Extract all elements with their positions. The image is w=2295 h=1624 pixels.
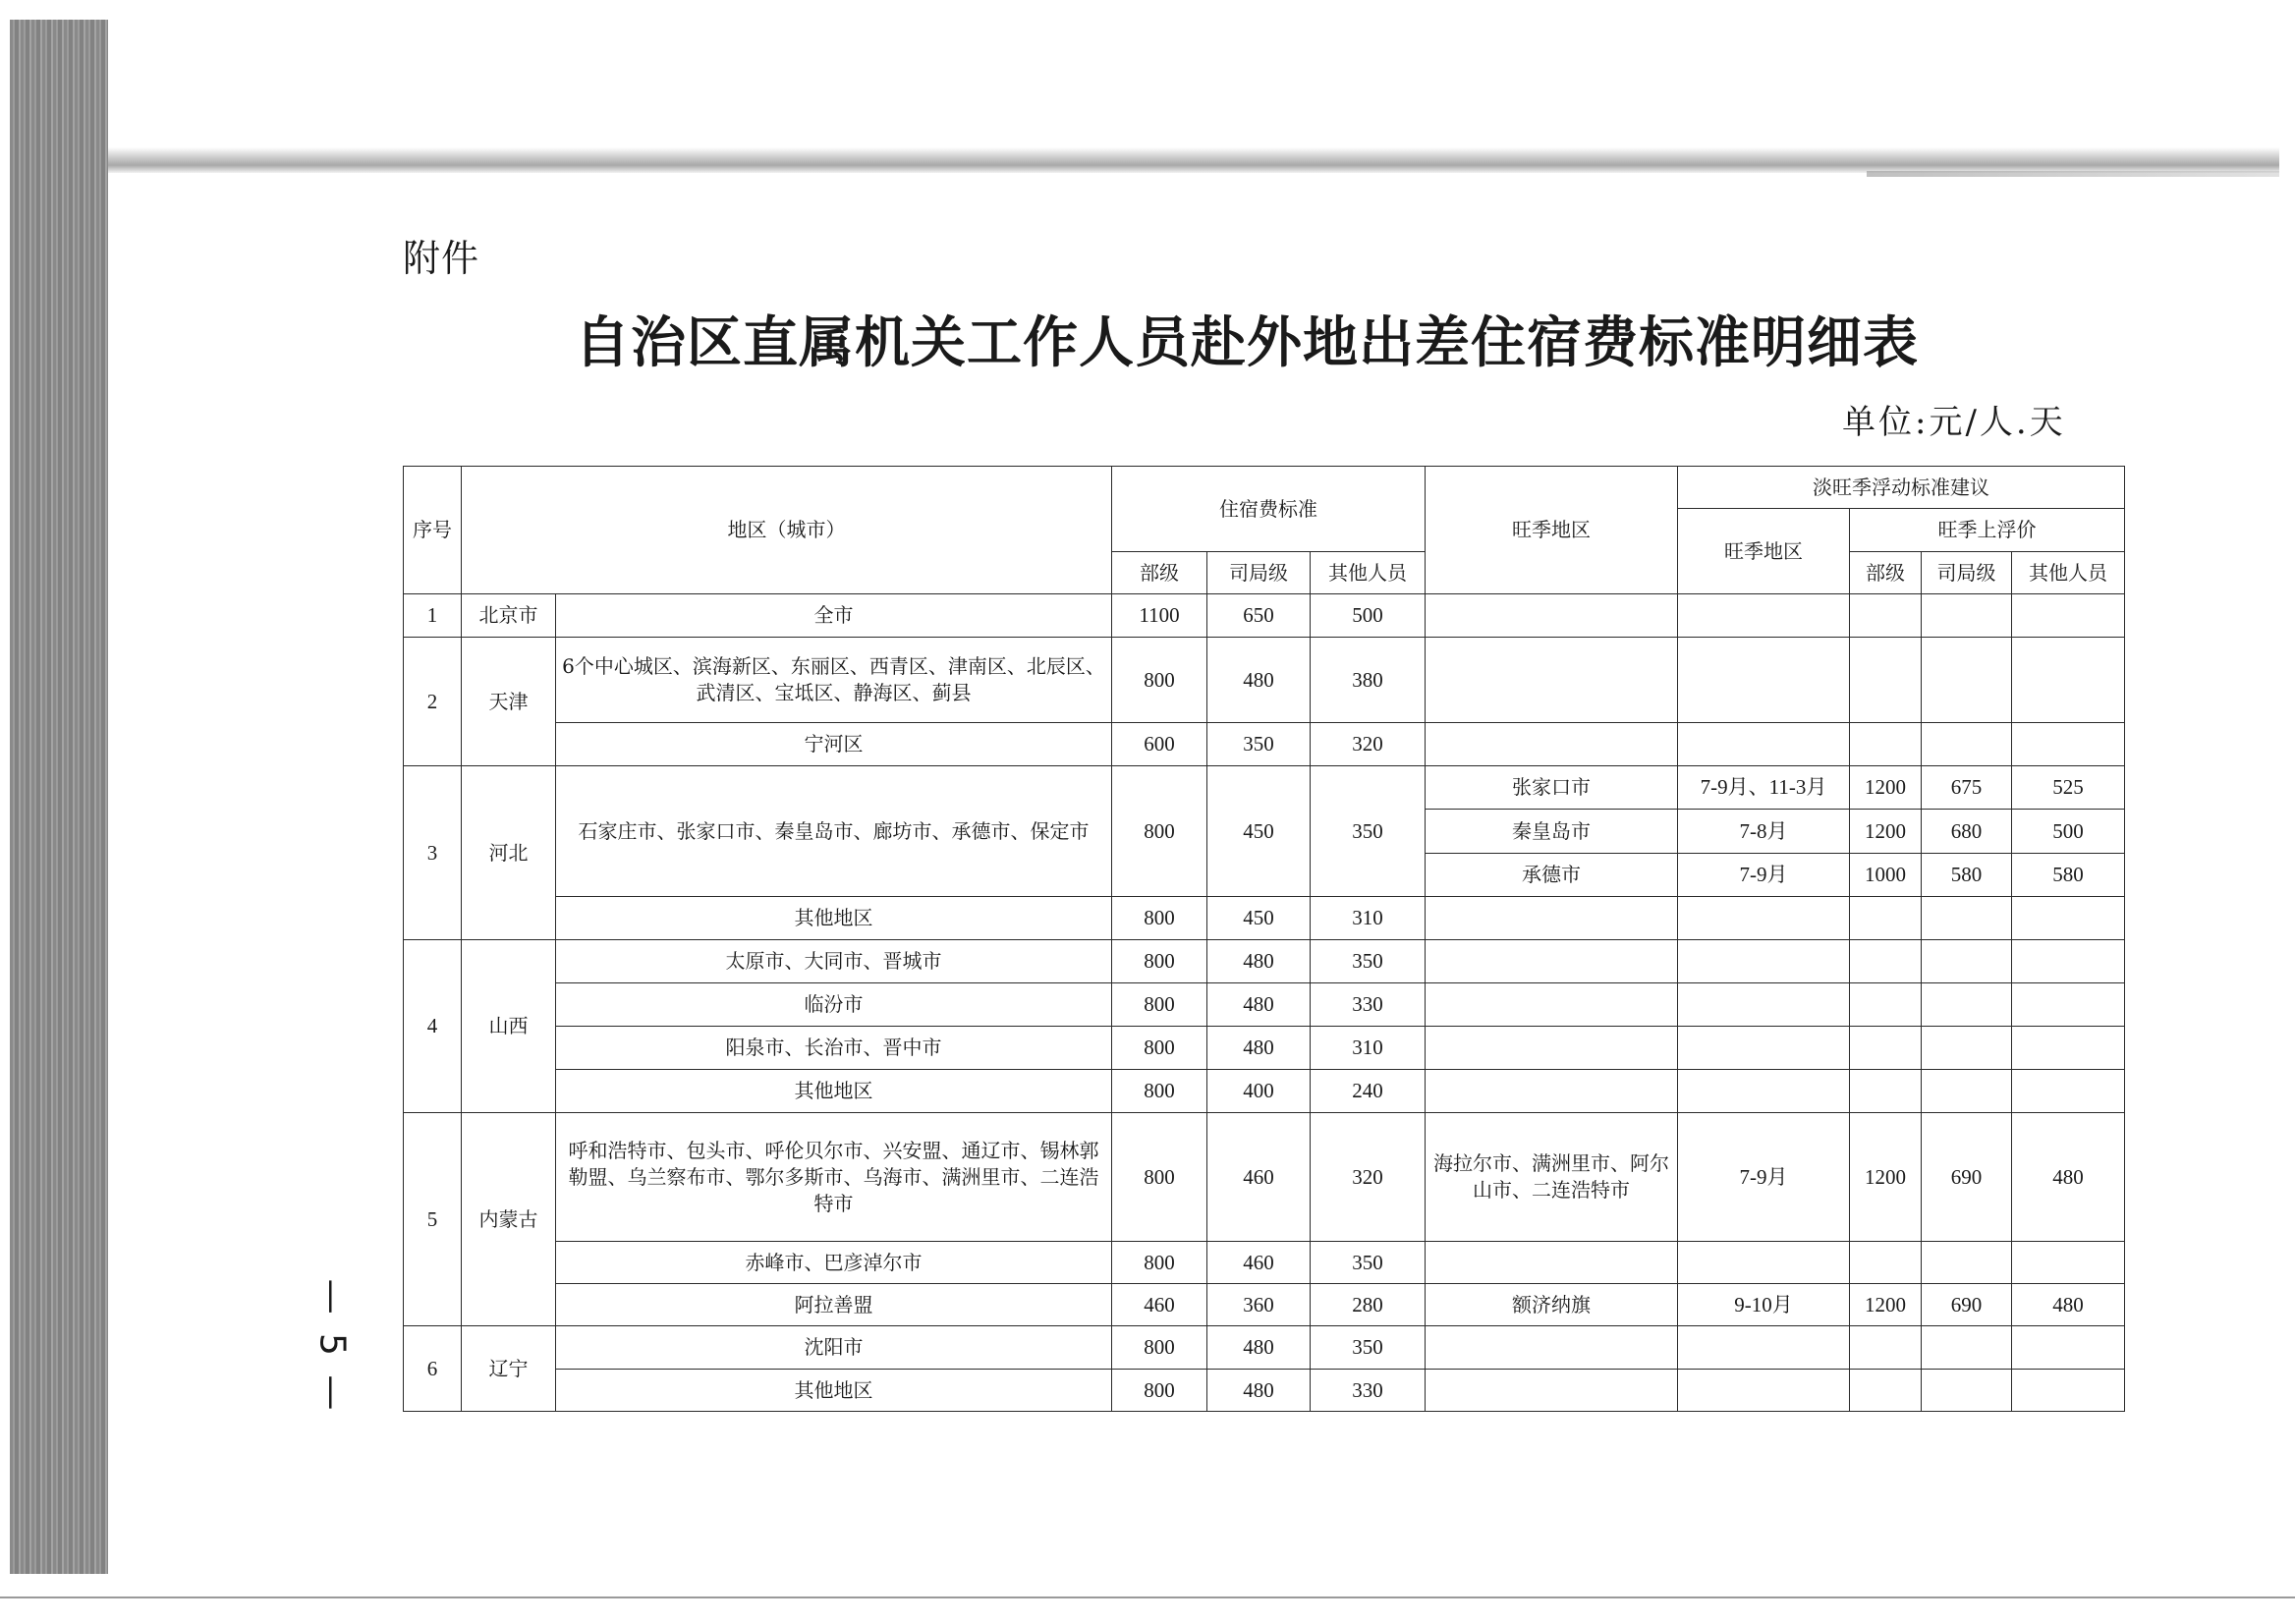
bureau-rate: 350: [1207, 723, 1311, 766]
peak-bureau-cell: [1922, 983, 2012, 1027]
peak-period-cell: [1678, 1370, 1850, 1412]
peak-other-cell: [2012, 638, 2125, 723]
peak-bureau-cell: [1922, 1070, 2012, 1113]
peak-minister-cell: 1000: [1850, 854, 1922, 897]
peak-bureau-cell: [1922, 897, 2012, 940]
peak-bureau-cell: [1922, 1326, 2012, 1370]
peak-region-cell: [1426, 897, 1678, 940]
bureau-rate: 450: [1207, 766, 1311, 897]
seq-cell: 4: [404, 940, 462, 1113]
peak-region-cell: 额济纳旗: [1426, 1284, 1678, 1326]
seq-cell: 6: [404, 1326, 462, 1412]
peak-bureau-cell: [1922, 638, 2012, 723]
peak-region-cell: [1426, 594, 1678, 638]
other-rate: 330: [1311, 1370, 1426, 1412]
seq-cell: 3: [404, 766, 462, 940]
header-float-price-group: 旺季上浮价: [1850, 509, 2125, 552]
peak-bureau-cell: [1922, 940, 2012, 983]
bureau-rate: 650: [1207, 594, 1311, 638]
peak-minister-cell: [1850, 897, 1922, 940]
region-cell: 赤峰市、巴彦淖尔市: [556, 1242, 1112, 1284]
region-cell: 其他地区: [556, 1070, 1112, 1113]
minister-rate: 800: [1112, 897, 1207, 940]
region-cell: 其他地区: [556, 1370, 1112, 1412]
header-region: 地区（城市）: [462, 467, 1112, 594]
region-cell: 全市: [556, 594, 1112, 638]
peak-minister-cell: [1850, 594, 1922, 638]
bureau-rate: 480: [1207, 983, 1311, 1027]
table-row: [404, 723, 2125, 766]
region-cell: 阳泉市、长治市、晋中市: [556, 1027, 1112, 1070]
bureau-rate: 450: [1207, 897, 1311, 940]
peak-period-cell: [1678, 1242, 1850, 1284]
header-standard-bureau: 司局级: [1207, 552, 1311, 594]
peak-minister-cell: [1850, 1070, 1922, 1113]
other-rate: 350: [1311, 940, 1426, 983]
peak-region-cell: 秦皇岛市: [1426, 810, 1678, 854]
peak-bureau-cell: [1922, 594, 2012, 638]
peak-region-cell: [1426, 1370, 1678, 1412]
region-cell: 宁河区: [556, 723, 1112, 766]
peak-period-cell: [1678, 723, 1850, 766]
region-cell: 阿拉善盟: [556, 1284, 1112, 1326]
peak-period-cell: 7-9月: [1678, 1113, 1850, 1242]
peak-other-cell: 525: [2012, 766, 2125, 810]
peak-other-cell: [2012, 940, 2125, 983]
peak-minister-cell: [1850, 638, 1922, 723]
peak-other-cell: [2012, 1370, 2125, 1412]
bureau-rate: 460: [1207, 1113, 1311, 1242]
other-rate: 330: [1311, 983, 1426, 1027]
peak-other-cell: [2012, 723, 2125, 766]
peak-period-cell: [1678, 1326, 1850, 1370]
bureau-rate: 480: [1207, 1326, 1311, 1370]
peak-bureau-cell: 690: [1922, 1113, 2012, 1242]
header-float-other: 其他人员: [2012, 552, 2125, 594]
table-row: [404, 1242, 2125, 1284]
page-number-text: — 5 —: [311, 1278, 353, 1414]
peak-period-cell: 7-9月、11-3月: [1678, 766, 1850, 810]
region-cell: 太原市、大同市、晋城市: [556, 940, 1112, 983]
header-seq: 序号: [404, 467, 462, 594]
peak-minister-cell: 1200: [1850, 810, 1922, 854]
peak-minister-cell: 1200: [1850, 1284, 1922, 1326]
peak-other-cell: [2012, 594, 2125, 638]
peak-other-cell: [2012, 983, 2125, 1027]
seq-cell: 5: [404, 1113, 462, 1326]
peak-bureau-cell: [1922, 1027, 2012, 1070]
region-cell: 石家庄市、张家口市、秦皇岛市、廊坊市、承德市、保定市: [556, 766, 1112, 897]
peak-other-cell: 480: [2012, 1284, 2125, 1326]
table-row: [404, 983, 2125, 1027]
minister-rate: 460: [1112, 1284, 1207, 1326]
table-row: [404, 638, 2125, 723]
peak-region-cell: [1426, 723, 1678, 766]
attachment-label: 附件: [403, 237, 480, 280]
bureau-rate: 360: [1207, 1284, 1311, 1326]
peak-period-cell: 7-9月: [1678, 854, 1850, 897]
peak-period-cell: [1678, 638, 1850, 723]
region-cell: 6个中心城区、滨海新区、东丽区、西青区、津南区、北辰区、武清区、宝坻区、静海区、蓟县: [556, 638, 1112, 723]
peak-bureau-cell: 675: [1922, 766, 2012, 810]
bureau-rate: 460: [1207, 1242, 1311, 1284]
peak-minister-cell: [1850, 1326, 1922, 1370]
peak-period-cell: [1678, 897, 1850, 940]
province-cell: 辽宁: [462, 1326, 556, 1412]
peak-minister-cell: [1850, 723, 1922, 766]
lodging-standard-table: [403, 466, 2125, 1412]
peak-region-cell: 承德市: [1426, 854, 1678, 897]
other-rate: 350: [1311, 766, 1426, 897]
minister-rate: 800: [1112, 1113, 1207, 1242]
peak-bureau-cell: 580: [1922, 854, 2012, 897]
peak-region-cell: [1426, 983, 1678, 1027]
peak-region-cell: [1426, 940, 1678, 983]
peak-region-cell: [1426, 1027, 1678, 1070]
peak-period-cell: [1678, 940, 1850, 983]
region-cell: 沈阳市: [556, 1326, 1112, 1370]
minister-rate: 800: [1112, 1070, 1207, 1113]
bureau-rate: 480: [1207, 1370, 1311, 1412]
province-cell: 内蒙古: [462, 1113, 556, 1326]
peak-other-cell: 580: [2012, 854, 2125, 897]
bureau-rate: 480: [1207, 1027, 1311, 1070]
peak-minister-cell: 1200: [1850, 766, 1922, 810]
minister-rate: 600: [1112, 723, 1207, 766]
peak-region-cell: 张家口市: [1426, 766, 1678, 810]
peak-region-cell: [1426, 1326, 1678, 1370]
table-row: [404, 1370, 2125, 1412]
table-row: [404, 940, 2125, 983]
table-row: [404, 766, 2125, 810]
province-cell: 天津: [462, 638, 556, 766]
minister-rate: 800: [1112, 940, 1207, 983]
other-rate: 320: [1311, 723, 1426, 766]
peak-minister-cell: [1850, 1242, 1922, 1284]
scan-binding-strip: [10, 20, 108, 1574]
minister-rate: 800: [1112, 1370, 1207, 1412]
minister-rate: 800: [1112, 638, 1207, 723]
other-rate: 350: [1311, 1242, 1426, 1284]
peak-minister-cell: [1850, 983, 1922, 1027]
region-cell: 呼和浩特市、包头市、呼伦贝尔市、兴安盟、通辽市、锡林郭勒盟、乌兰察布市、鄂尔多斯市、乌海市、满洲里市、二连浩特市: [556, 1113, 1112, 1242]
peak-period-cell: [1678, 594, 1850, 638]
province-cell: 河北: [462, 766, 556, 940]
header-standard-group: 住宿费标准: [1112, 467, 1426, 552]
table-row: [404, 1070, 2125, 1113]
peak-other-cell: 480: [2012, 1113, 2125, 1242]
header-peak-region: 旺季地区: [1426, 467, 1678, 594]
other-rate: 310: [1311, 897, 1426, 940]
other-rate: 320: [1311, 1113, 1426, 1242]
scan-shadow-band-right: [1867, 171, 2279, 177]
table-row: [404, 1113, 2125, 1242]
header-float-group: 淡旺季浮动标准建议: [1678, 467, 2125, 509]
document-title: 自治区直属机关工作人员赴外地出差住宿费标准明细表: [575, 311, 1919, 375]
table-row: [404, 1027, 2125, 1070]
other-rate: 310: [1311, 1027, 1426, 1070]
minister-rate: 1100: [1112, 594, 1207, 638]
minister-rate: 800: [1112, 766, 1207, 897]
peak-region-cell: 海拉尔市、满洲里市、阿尔山市、二连浩特市: [1426, 1113, 1678, 1242]
page-number: [312, 1267, 352, 1425]
province-cell: 山西: [462, 940, 556, 1113]
peak-minister-cell: 1200: [1850, 1113, 1922, 1242]
peak-bureau-cell: [1922, 723, 2012, 766]
peak-bureau-cell: [1922, 1370, 2012, 1412]
peak-bureau-cell: [1922, 1242, 2012, 1284]
province-cell: 北京市: [462, 594, 556, 638]
peak-region-cell: [1426, 1070, 1678, 1113]
peak-other-cell: [2012, 1242, 2125, 1284]
page-bottom-edge: [0, 1596, 2295, 1598]
minister-rate: 800: [1112, 1326, 1207, 1370]
region-cell: 临汾市: [556, 983, 1112, 1027]
other-rate: 240: [1311, 1070, 1426, 1113]
bureau-rate: 480: [1207, 638, 1311, 723]
region-cell: 其他地区: [556, 897, 1112, 940]
peak-bureau-cell: 690: [1922, 1284, 2012, 1326]
table-row: [404, 1284, 2125, 1326]
minister-rate: 800: [1112, 1027, 1207, 1070]
bureau-rate: 480: [1207, 940, 1311, 983]
other-rate: 500: [1311, 594, 1426, 638]
header-float-minister: 部级: [1850, 552, 1922, 594]
peak-other-cell: [2012, 1070, 2125, 1113]
other-rate: 350: [1311, 1326, 1426, 1370]
header-standard-other: 其他人员: [1311, 552, 1426, 594]
peak-period-cell: [1678, 1070, 1850, 1113]
header-float-bureau: 司局级: [1922, 552, 2012, 594]
minister-rate: 800: [1112, 983, 1207, 1027]
peak-period-cell: [1678, 983, 1850, 1027]
table-row: [404, 594, 2125, 638]
seq-cell: 1: [404, 594, 462, 638]
minister-rate: 800: [1112, 1242, 1207, 1284]
peak-region-cell: [1426, 638, 1678, 723]
peak-period-cell: 9-10月: [1678, 1284, 1850, 1326]
peak-minister-cell: [1850, 1370, 1922, 1412]
peak-other-cell: [2012, 1326, 2125, 1370]
peak-region-cell: [1426, 1242, 1678, 1284]
peak-period-cell: [1678, 1027, 1850, 1070]
peak-other-cell: 500: [2012, 810, 2125, 854]
peak-other-cell: [2012, 897, 2125, 940]
header-float-peak-region: 旺季地区: [1678, 509, 1850, 594]
other-rate: 280: [1311, 1284, 1426, 1326]
seq-cell: 2: [404, 638, 462, 766]
peak-minister-cell: [1850, 940, 1922, 983]
header-standard-minister: 部级: [1112, 552, 1207, 594]
peak-period-cell: 7-8月: [1678, 810, 1850, 854]
table-row: [404, 1326, 2125, 1370]
peak-bureau-cell: 680: [1922, 810, 2012, 854]
unit-label: 单位:元/人.天: [1842, 403, 2066, 442]
peak-minister-cell: [1850, 1027, 1922, 1070]
bureau-rate: 400: [1207, 1070, 1311, 1113]
peak-other-cell: [2012, 1027, 2125, 1070]
table-row: [404, 897, 2125, 940]
scan-shadow-band: [108, 147, 2279, 173]
other-rate: 380: [1311, 638, 1426, 723]
